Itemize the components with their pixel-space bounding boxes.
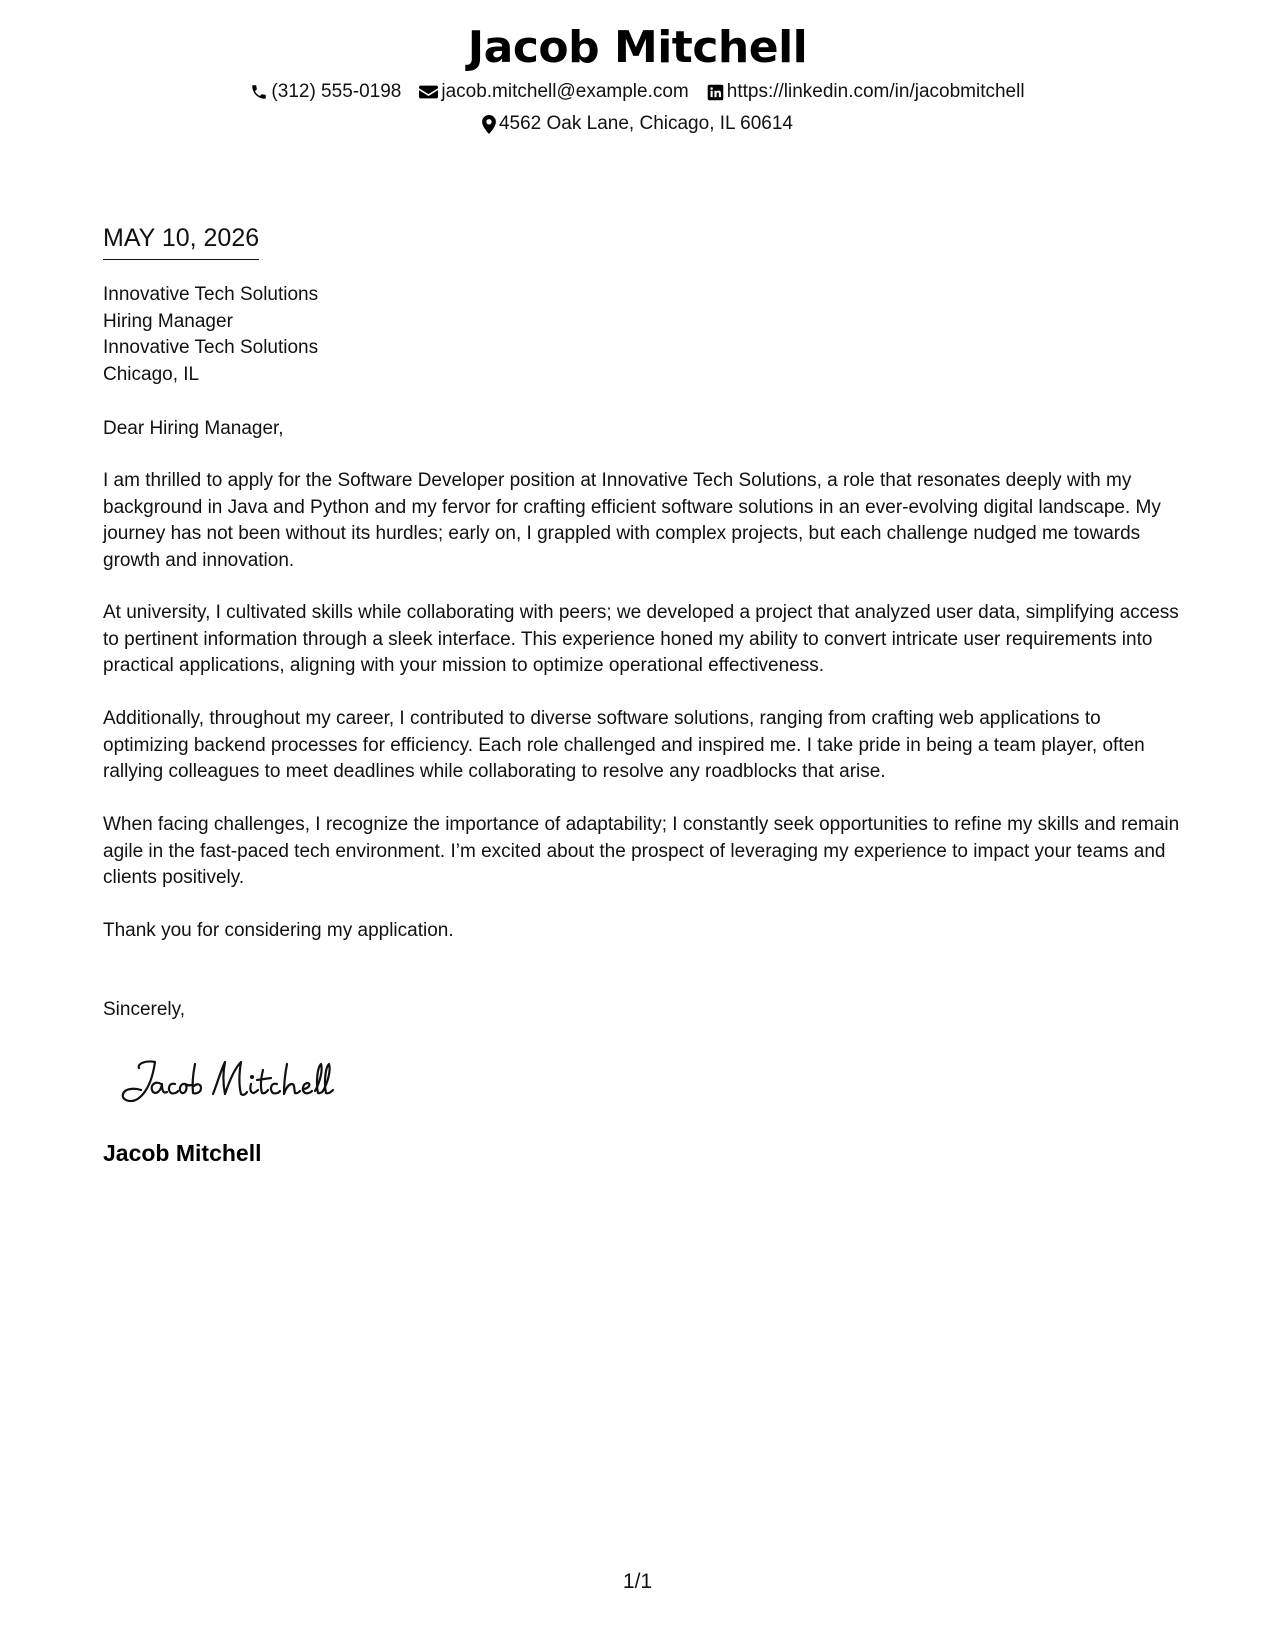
recipient-company-line: Innovative Tech Solutions (103, 337, 319, 358)
signature-image (115, 1050, 355, 1110)
thank-you-line: Thank you for considering my application. (103, 920, 454, 941)
paragraph-text: Additionally, throughout my career, I contributed to diverse software solutions, ranging from crafting web applications to optimizing backend processes for efficiency. Each role challenged and inspired me. I take pride in being a team player, often rallying colleagues to meet deadlines while collaborating to resolve any roadblocks that arise. (103, 708, 1145, 782)
address-row (0, 111, 1275, 137)
map-marker-icon (482, 115, 499, 134)
paragraph-text: I am thrilled to apply for the Software Developer position at Innovative Tech Solutions, a role that resonates deeply with my background in Java and Python and my fervor for crafting efficient software solutions in an ever-evolving digital landscape. My journey has not been without its hurdles; early on, I grappled with complex projects, but each challenge nudged me towards growth and innovation. (103, 470, 1161, 571)
page-number: 1/1 (622, 1570, 653, 1593)
email-address: jacob.mitchell@example.com (441, 81, 689, 102)
paragraph-text: At university, I cultivated skills while collaborating with peers; we developed a project that analyzed user data, simplifying access to pertinent information through a sleek interface. This experience honed my ability to convert intricate user requirements into practical applications, aligning with your mission to optimize operational effectiveness. (103, 602, 1179, 676)
linkedin-contact (707, 81, 1025, 103)
recipient-location: Chicago, IL (103, 363, 200, 385)
paragraph-text: When facing challenges, I recognize the importance of adaptability; I constantly seek opportunities to refine my skills and remain agile in the fast-paced tech environment. I’m excited about the prospect of leveraging my experience to impact your teams and clients positively. (103, 814, 1180, 888)
phone-icon (250, 83, 271, 101)
linkedin-url: https://linkedin.com/in/jacobmitchell (726, 81, 1025, 102)
handwritten-signature (115, 1050, 355, 1115)
applicant-name-heading: Jacob Mitchell (467, 22, 808, 73)
phone-contact (250, 81, 401, 103)
linkedin-icon (707, 84, 727, 101)
recipient-title: Hiring Manager (103, 310, 233, 332)
salutation: Dear Hiring Manager, (103, 418, 284, 439)
body-paragraph (103, 812, 1183, 892)
recipient-company: Innovative Tech Solutions (103, 284, 319, 305)
closing-line: Sincerely, (103, 999, 186, 1020)
email-contact (419, 81, 688, 103)
signer-name: Jacob Mitchell (103, 1140, 262, 1166)
recipient-block (103, 282, 318, 388)
address-text: 4562 Oak Lane, Chicago, IL 60614 (498, 113, 794, 134)
contact-info-row (0, 79, 1275, 105)
address-contact (482, 113, 793, 135)
body-paragraph (103, 600, 1183, 680)
body-paragraph (103, 706, 1183, 786)
envelope-icon (419, 84, 441, 100)
letter-date: MAY 10, 2026 (103, 222, 259, 260)
body-paragraph (103, 468, 1183, 574)
phone-number: (312) 555-0198 (271, 81, 402, 102)
